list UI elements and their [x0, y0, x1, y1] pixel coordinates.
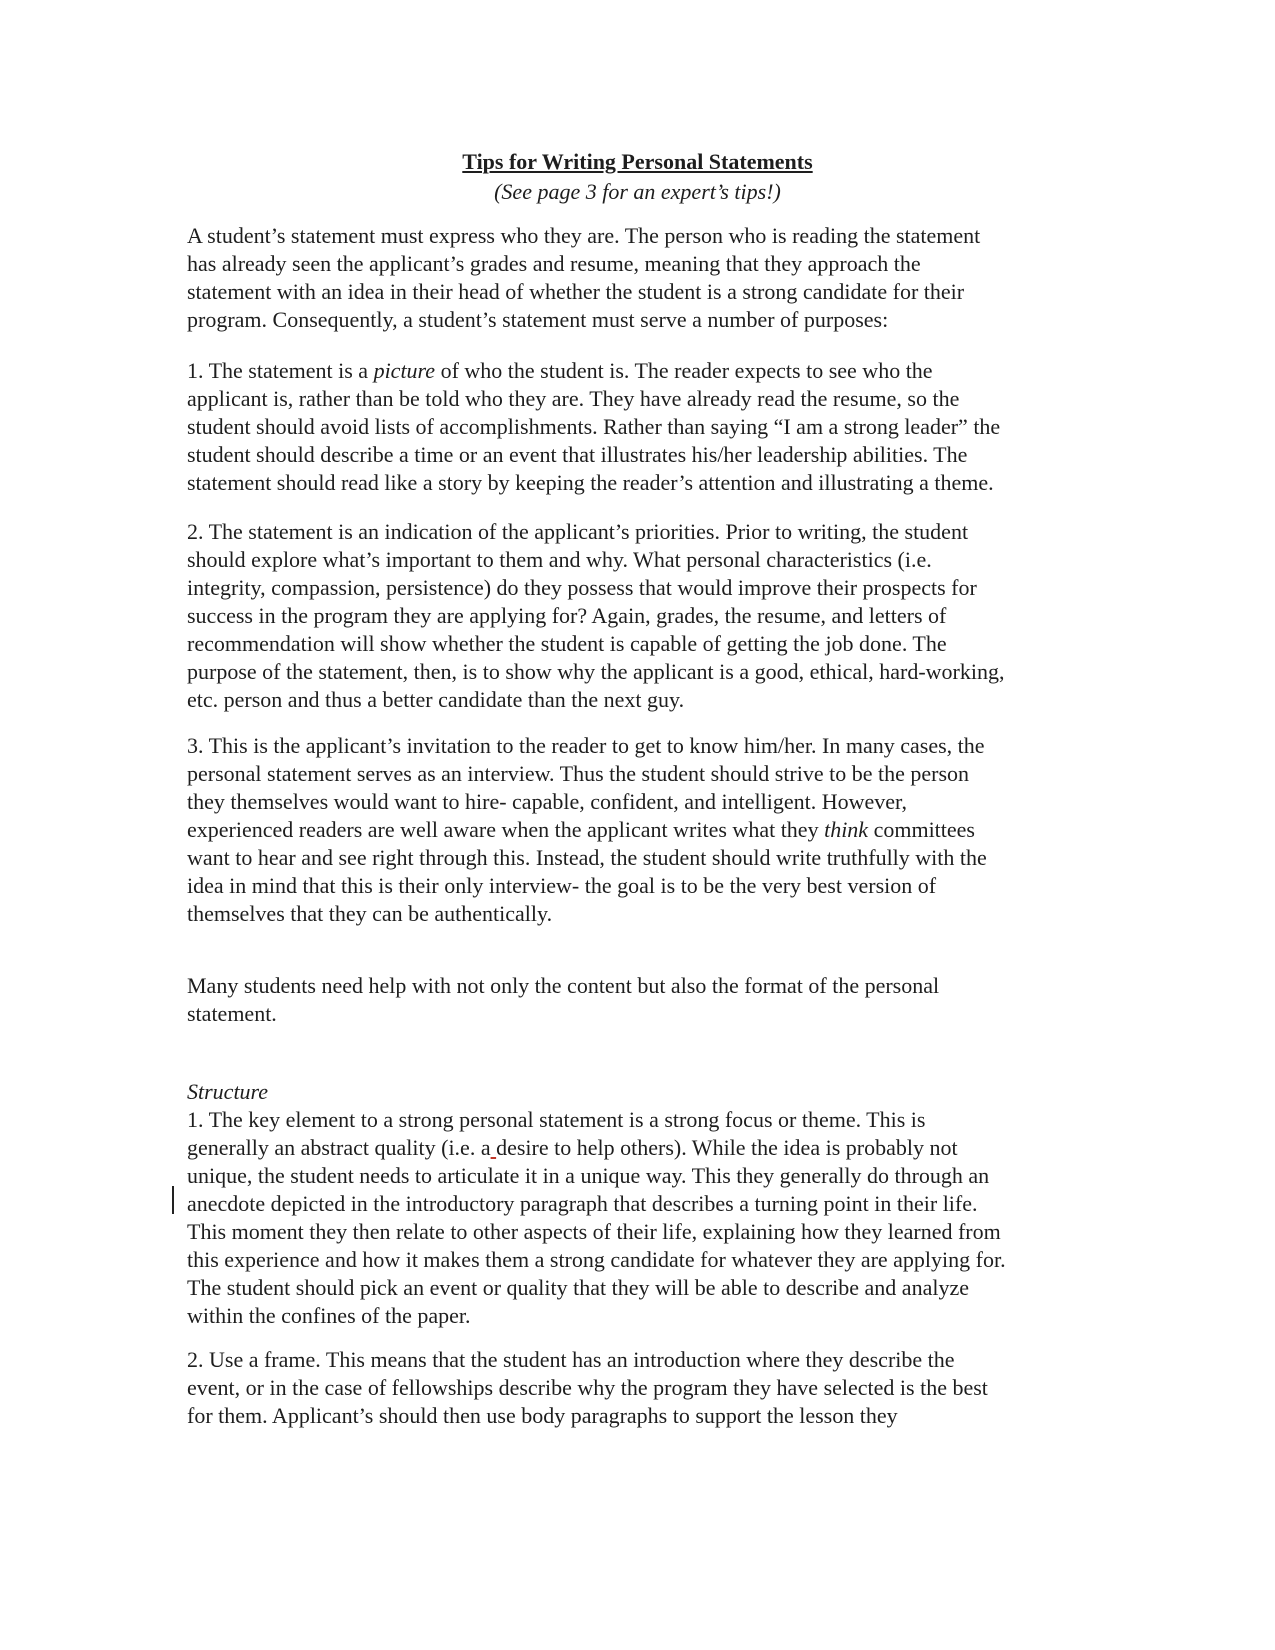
paragraph-line: statement with an idea in their head of whether the student is a strong candidate for their: [187, 279, 965, 304]
page-subtitle: (See page 3 for an expert’s tips!): [494, 179, 781, 204]
structure-section: [187, 1078, 1087, 1330]
emphasis-text: picture: [373, 358, 436, 383]
text-segment: committees: [868, 817, 975, 842]
paragraph-line: themselves that they can be authentically.: [187, 901, 553, 926]
paragraph-line: student should describe a time or an event that illustrates his/her leadership abilities. The: [187, 442, 968, 467]
paragraph-line: [187, 357, 1087, 385]
paragraph-line: [187, 816, 1087, 844]
paragraph-line: integrity, compassion, persistence) do they possess that would improve their prospects for: [187, 575, 977, 600]
paragraph-line: Many students need help with not only the content but also the format of the personal: [187, 973, 940, 998]
paragraph-line: applicant is, rather than be told who they are. They have already read the resume, so the: [187, 386, 960, 411]
paragraph-line: program. Consequently, a student’s statement must serve a number of purposes:: [187, 307, 889, 332]
page-title: Tips for Writing Personal Statements: [462, 149, 813, 174]
paragraph-line: for them. Applicant’s should then use body paragraphs to support the lesson they: [187, 1403, 898, 1428]
paragraph-line: anecdote depicted in the introductory paragraph that describes a turning point in their life.: [187, 1191, 978, 1216]
paragraph-line: 1. The key element to a strong personal statement is a strong focus or theme. This is: [187, 1107, 926, 1132]
text-segment: of who the student is. The reader expects to see who the: [435, 358, 933, 383]
paragraph-line: A student’s statement must express who they are. The person who is reading the statement: [187, 223, 981, 248]
structure-point-2-paragraph: [187, 1346, 1087, 1430]
paragraph-line: success in the program they are applying for? Again, grades, the resume, and letters of: [187, 603, 947, 628]
point-1-paragraph: [187, 357, 1087, 497]
paragraph-line: statement should read like a story by keeping the reader’s attention and illustrating a theme.: [187, 470, 994, 495]
paragraph-line: recommendation will show whether the student is capable of getting the job done. The: [187, 631, 947, 656]
text-segment: experienced readers are well aware when the applicant writes what they: [187, 817, 825, 842]
paragraph-line: they themselves would want to hire- capable, confident, and intelligent. However,: [187, 789, 908, 814]
paragraph-line: student should avoid lists of accomplishments. Rather than saying “I am a strong leader” the: [187, 414, 1001, 439]
paragraph-line: 2. Use a frame. This means that the student has an introduction where they describe the: [187, 1347, 955, 1372]
paragraph-line: idea in mind that this is their only interview- the goal is to be the very best version of: [187, 873, 937, 898]
emphasis-text: think: [824, 817, 869, 842]
paragraph-line: 3. This is the applicant’s invitation to the reader to get to know him/her. In many cases, the: [187, 733, 985, 758]
text-segment: generally an abstract quality (i.e. a: [187, 1135, 491, 1160]
paragraph-line: This moment they then relate to other aspects of their life, explaining how they learned from: [187, 1219, 1001, 1244]
format-note-paragraph: [187, 972, 1087, 1028]
paragraph-line: within the confines of the paper.: [187, 1303, 471, 1328]
section-heading: Structure: [187, 1079, 269, 1104]
paragraph-line: statement.: [187, 1001, 277, 1026]
intro-paragraph: [187, 222, 1087, 334]
text-segment: 1. The statement is a: [187, 358, 374, 383]
paragraph-line: has already seen the applicant’s grades and resume, meaning that they approach the: [187, 251, 921, 276]
paragraph-line: purpose of the statement, then, is to show why the applicant is a good, ethical, hard-working,: [187, 659, 1005, 684]
paragraph-line: [187, 1134, 1087, 1162]
paragraph-line: etc. person and thus a better candidate than the next guy.: [187, 687, 685, 712]
paragraph-line: 2. The statement is an indication of the applicant’s priorities. Prior to writing, the student: [187, 519, 969, 544]
change-bar-marker: [172, 1186, 174, 1214]
paragraph-line: want to hear and see right through this. Instead, the student should write truthfully with the: [187, 845, 987, 870]
paragraph-line: personal statement serves as an interview. Thus the student should strive to be the person: [187, 761, 970, 786]
paragraph-line: this experience and how it makes them a strong candidate for whatever they are applying for.: [187, 1247, 1006, 1272]
paragraph-line: unique, the student needs to articulate it in a unique way. This they generally do through an: [187, 1163, 990, 1188]
point-3-paragraph: [187, 732, 1087, 928]
paragraph-line: The student should pick an event or quality that they will be able to describe and analyze: [187, 1275, 969, 1300]
paragraph-line: event, or in the case of fellowships describe why the program they have selected is the best: [187, 1375, 988, 1400]
paragraph-line: should explore what’s important to them and why. What personal characteristics (i.e.: [187, 547, 932, 572]
point-2-paragraph: [187, 518, 1087, 714]
text-segment: desire to help others). While the idea is probably not: [496, 1135, 958, 1160]
